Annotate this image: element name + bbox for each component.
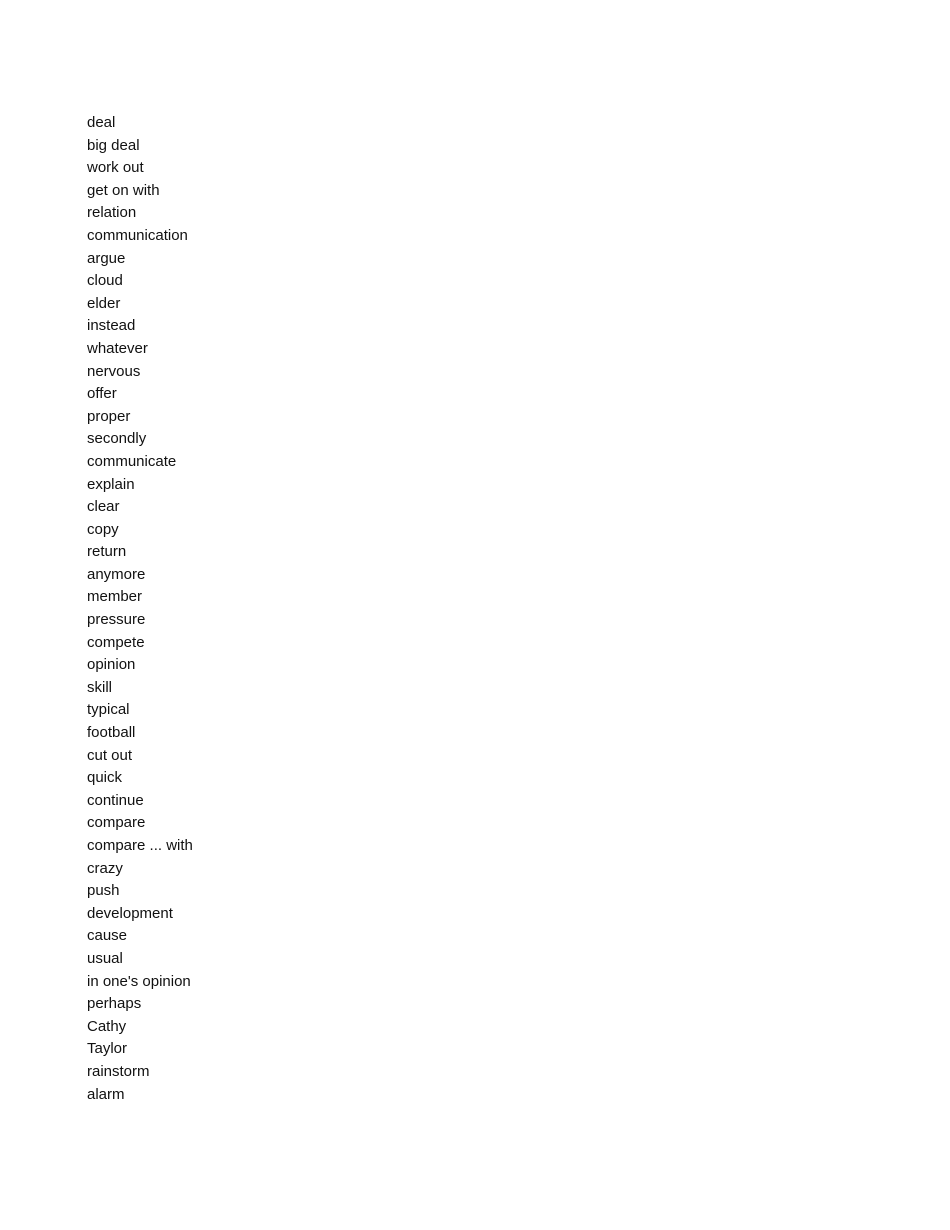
vocabulary-item: Taylor	[87, 1040, 128, 1058]
vocabulary-item: whatever	[87, 339, 148, 357]
vocabulary-item: cloud	[87, 272, 123, 290]
vocabulary-item: in one's opinion	[87, 972, 191, 990]
vocabulary-item: clear	[87, 498, 120, 516]
vocabulary-item: member	[87, 588, 143, 606]
vocabulary-item: usual	[87, 949, 123, 967]
vocabulary-item: elder	[87, 294, 121, 312]
vocabulary-item: argue	[87, 249, 126, 267]
vocabulary-item: pressure	[87, 611, 146, 629]
vocabulary-item: secondly	[87, 430, 147, 448]
vocabulary-item: cause	[87, 927, 128, 945]
vocabulary-item: push	[87, 882, 120, 900]
vocabulary-list	[87, 112, 193, 1106]
vocabulary-item: offer	[87, 385, 117, 403]
vocabulary-item: instead	[87, 317, 136, 335]
vocabulary-item: Cathy	[87, 1017, 127, 1035]
vocabulary-item: return	[87, 543, 127, 561]
vocabulary-item: anymore	[87, 565, 146, 583]
vocabulary-item: rainstorm	[87, 1062, 150, 1080]
vocabulary-item: perhaps	[87, 995, 142, 1013]
vocabulary-item: crazy	[87, 859, 123, 877]
vocabulary-item: nervous	[87, 362, 141, 380]
vocabulary-item: compare ... with	[87, 837, 193, 854]
vocabulary-item: explain	[87, 475, 135, 493]
vocabulary-item: typical	[87, 701, 130, 719]
vocabulary-item: compare	[87, 814, 146, 832]
vocabulary-item: quick	[87, 769, 123, 787]
vocabulary-item: continue	[87, 791, 144, 809]
vocabulary-item: big deal	[87, 136, 140, 154]
vocabulary-item: copy	[87, 520, 119, 538]
vocabulary-item: alarm	[87, 1085, 125, 1103]
vocabulary-item: development	[87, 904, 173, 922]
vocabulary-item: get on with	[87, 181, 160, 199]
vocabulary-item: deal	[87, 114, 116, 131]
vocabulary-item: work out	[87, 159, 144, 177]
vocabulary-item: communication	[87, 226, 188, 244]
vocabulary-item: proper	[87, 407, 131, 425]
vocabulary-item: football	[87, 724, 136, 742]
vocabulary-item: cut out	[87, 746, 133, 764]
vocabulary-item: opinion	[87, 656, 136, 674]
vocabulary-item: relation	[87, 204, 137, 222]
vocabulary-item: skill	[87, 678, 112, 696]
vocabulary-item: communicate	[87, 452, 177, 470]
vocabulary-item: compete	[87, 633, 145, 651]
